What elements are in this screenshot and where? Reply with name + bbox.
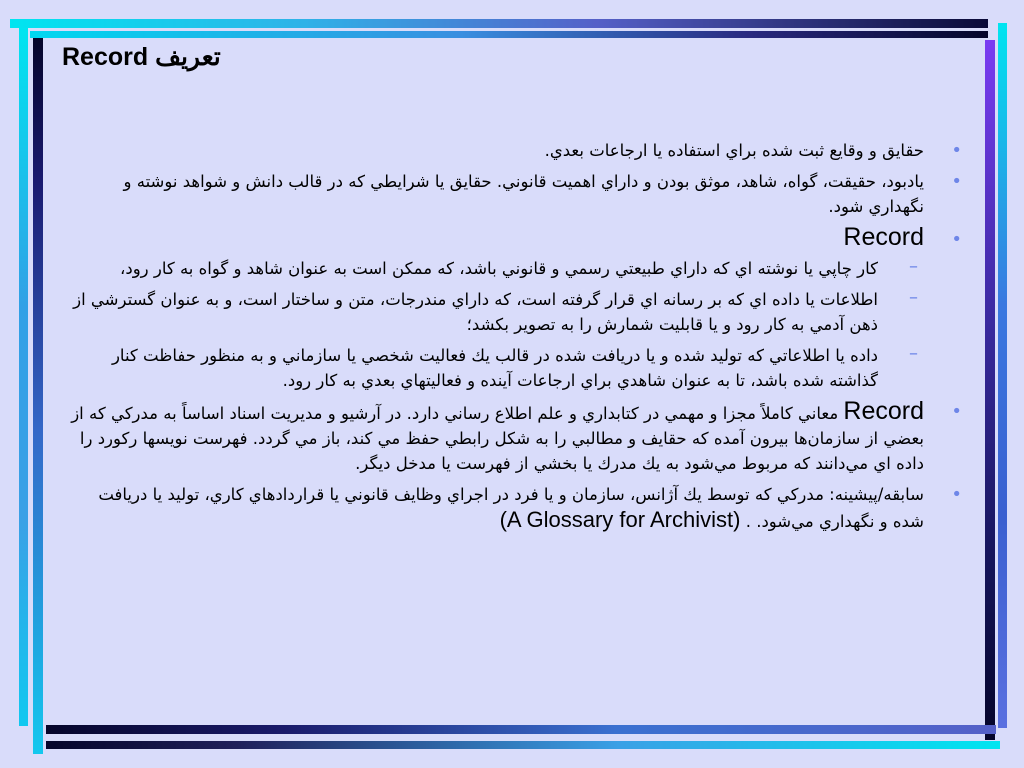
dash-marker: – bbox=[909, 256, 918, 277]
bullet-record-lead: Record bbox=[843, 397, 924, 425]
bullet-text: حقايق و وقايع ثبت شده براي استفاده يا ارجاعات بعدي. bbox=[544, 141, 924, 160]
frame-left-bar bbox=[19, 28, 28, 726]
bullet-dot: • bbox=[951, 229, 962, 250]
frame-right-inner-bar bbox=[985, 40, 995, 740]
frame-top-bar bbox=[10, 19, 988, 28]
sub-bullet-item-2 bbox=[66, 287, 924, 337]
sub-bullet-item-1 bbox=[66, 256, 924, 281]
slide-content bbox=[66, 138, 962, 540]
dash-marker: – bbox=[909, 343, 918, 364]
bullet-text: سابقه/پيشينه: مدركي كه توسط يك آژانس، سازمان و يا فرد در اجراي وظايف قانوني يا قراردادهاي كاري، توليد يا دريافت شده و نگهداري مي‌شود. . bbox=[98, 485, 924, 531]
bullet-item-1 bbox=[66, 138, 962, 163]
frame-bottom-bar bbox=[46, 741, 1000, 749]
dash-marker: – bbox=[909, 287, 918, 308]
frame-bottom-inner-bar bbox=[46, 725, 996, 734]
bullet-item-2 bbox=[66, 169, 962, 219]
bullet-item-4 bbox=[66, 397, 962, 476]
title-en: Record bbox=[62, 43, 149, 71]
sub-bullet-item-3 bbox=[66, 343, 924, 393]
bullet-dot: • bbox=[951, 140, 962, 161]
bullet-text: يادبود، حقيقت، گواه، شاهد، موثق بودن و داراي اهميت قانوني. حقايق يا شرايطي كه در قالب دانش و شواهد نوشته و نگهداري شود. bbox=[123, 172, 924, 216]
glossary-citation: (A Glossary for Archivist) bbox=[499, 507, 741, 532]
bullet-record-heading: Record bbox=[843, 223, 924, 251]
sub-bullet-text: داده يا اطلاعاتي كه توليد شده و يا دريافت شده در قالب يك فعاليت شخصي يا سازماني و به منظور حفاظت كنار گذاشته شده باشد، تا به عنوان شاهدي براي ارجاعات آينده و فعاليتهاي بعدي به كار رود. bbox=[111, 346, 878, 390]
bullet-dot: • bbox=[951, 484, 962, 505]
sub-bullet-text: كار چاپي يا نوشته اي كه داراي طبيعتي رسمي و قانوني باشد، كه ممكن است به عنوان شاهد و گواه به كار رود، bbox=[120, 259, 878, 278]
slide-title bbox=[62, 42, 462, 72]
bullet-item-3 bbox=[66, 223, 962, 252]
frame-right-bar bbox=[998, 23, 1007, 728]
bullet-item-5 bbox=[66, 482, 962, 534]
bullet-dot: • bbox=[951, 401, 962, 422]
bullet-text: معاني كاملاً مجزا و مهمي در كتابداري و علم اطلاع رساني دارد. در آرشيو و مديريت اسناد اساساً به مدركي كه از بعضي از سازمان‌ها بيرون آمده كه حقايف و مطالبي را به شكل رابطي حفظ مي كند، باز مي گردد. فهرست نويسها ركورد را داده اي مي‌دانند كه مربوط مي‌شود به يك مدرك يا بخشي از فهرست يا مدخل ديگر. bbox=[71, 404, 924, 473]
bullet-dot: • bbox=[951, 171, 962, 192]
sub-bullet-text: اطلاعات يا داده اي كه بر رسانه اي قرار گرفته است، كه داراي مندرجات، متن و ساختار است، و به عنوان گسترشي از ذهن آدمي به كار رود و يا قابليت شمارش را به تصوير بكشد؛ bbox=[73, 290, 878, 334]
title-fa: تعريف bbox=[155, 43, 221, 71]
frame-left-inner-bar bbox=[33, 38, 43, 754]
frame-top-inner-bar bbox=[30, 31, 988, 38]
